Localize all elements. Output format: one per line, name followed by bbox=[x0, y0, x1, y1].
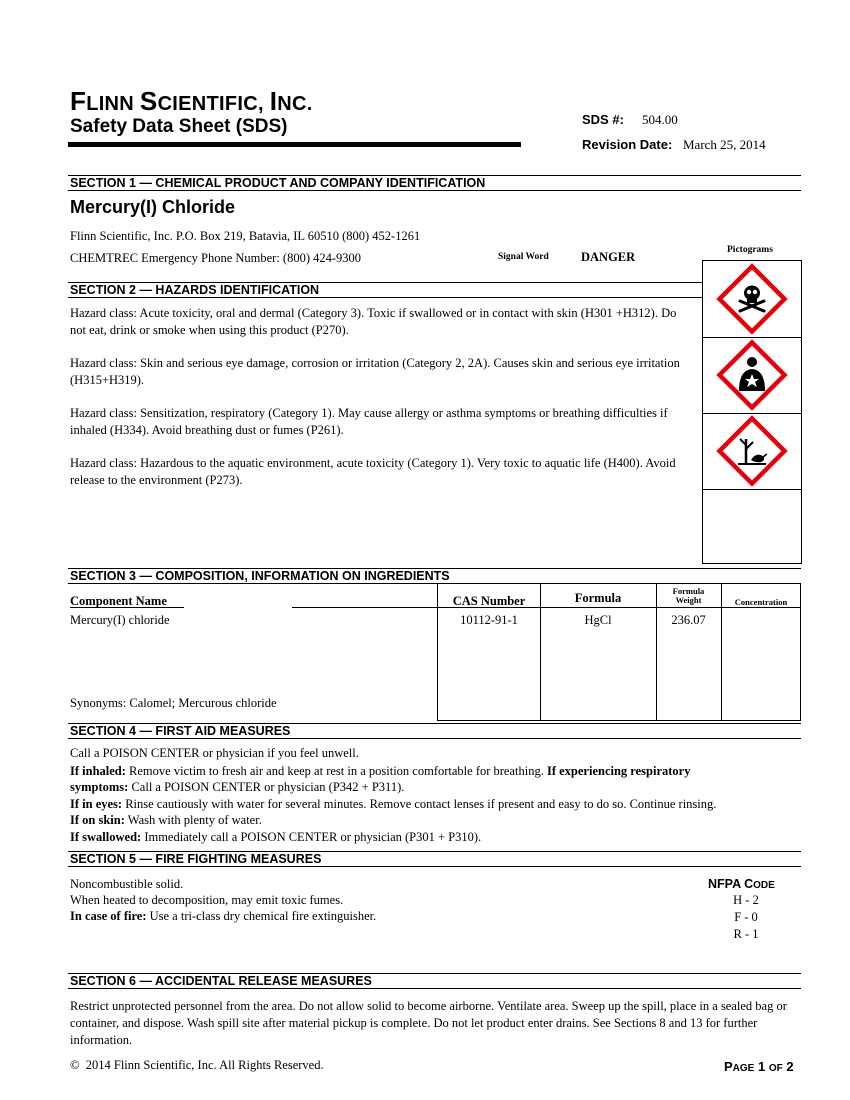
section2-title: SECTION 2 — HAZARDS IDENTIFICATION bbox=[70, 283, 320, 297]
environment-hazard-icon bbox=[716, 415, 788, 487]
chemtrec-phone: CHEMTREC Emergency Phone Number: (800) 424-9300 bbox=[70, 251, 362, 265]
section5-bottom-rule bbox=[68, 866, 801, 867]
table-cell-component: Mercury(I) chloride bbox=[70, 613, 170, 627]
sds-number-label: SDS #: bbox=[582, 112, 624, 127]
section1-bottom-rule bbox=[68, 190, 801, 191]
company-address: Flinn Scientific, Inc. P.O. Box 219, Batavia, IL 60510 (800) 452-1261 bbox=[70, 229, 421, 243]
column-header-formula: Formula bbox=[574, 591, 622, 605]
pictogram-cell bbox=[702, 413, 802, 489]
revision-date-label: Revision Date: bbox=[582, 137, 673, 152]
column-header-concentration: Concentration bbox=[734, 597, 788, 607]
accidental-release-text: Restrict unprotected personnel from the area. Do not allow solid to become airborne. Ventilate area. Sweep up the spill, place in a sealed bag or container, and dispose. Wash spill site after material pickup is complete. Do not let product enter drains. See Sections 8 and 13 for further information. bbox=[70, 999, 787, 1047]
sds-number-value: 504.00 bbox=[642, 112, 678, 127]
table-cell-formula: HgCl bbox=[584, 613, 612, 627]
hazard-paragraph: Hazard class: Sensitization, respiratory (Category 1). May cause allergy or asthma symptoms or breathing difficulties if inhaled (H334). Avoid breathing dust or fumes (P261). bbox=[70, 406, 668, 437]
nfpa-flammability: F - 0 bbox=[734, 910, 758, 924]
column-header-component: Component Name bbox=[70, 594, 167, 608]
section1-title: SECTION 1 — CHEMICAL PRODUCT AND COMPANY IDENTIFICATION bbox=[70, 176, 486, 190]
header-underline bbox=[70, 607, 184, 608]
signal-word-label: Signal Word bbox=[498, 252, 549, 262]
pictogram-cell bbox=[702, 337, 802, 413]
skull-crossbones-icon bbox=[716, 263, 788, 335]
copyright: © 2014 Flinn Scientific, Inc. All Rights Reserved. bbox=[70, 1058, 324, 1072]
first-aid-swallowed: If swallowed: Immediately call a POISON CENTER or physician (P301 + P310). bbox=[70, 830, 482, 844]
first-aid-respiratory: symptoms: Call a POISON CENTER or physician (P342 + P311). bbox=[70, 780, 405, 794]
synonyms: Synonyms: Calomel; Mercurous chloride bbox=[70, 696, 277, 710]
pictograms-label: Pictograms bbox=[727, 245, 773, 255]
nfpa-health: H - 2 bbox=[733, 893, 759, 907]
table-bottom-rule bbox=[437, 720, 801, 721]
section5-title: SECTION 5 — FIRE FIGHTING MEASURES bbox=[70, 852, 322, 866]
fire-decomposition: When heated to decomposition, may emit toxic fumes. bbox=[70, 893, 344, 907]
section6-title: SECTION 6 — ACCIDENTAL RELEASE MEASURES bbox=[70, 974, 372, 988]
first-aid-inhaled: If inhaled: Remove victim to fresh air and keep at rest in a position comfortable for breathing. If experiencing respiratory bbox=[70, 764, 691, 778]
nfpa-code-title: NFPA CODE bbox=[708, 877, 775, 891]
nfpa-reactivity: R - 1 bbox=[733, 927, 759, 941]
first-aid-general: Call a POISON CENTER or physician if you feel unwell. bbox=[70, 746, 359, 760]
section4-bottom-rule bbox=[68, 738, 801, 739]
section6-bottom-rule bbox=[68, 988, 801, 989]
product-name: Mercury(I) Chloride bbox=[70, 197, 236, 217]
hazard-paragraph: Hazard class: Skin and serious eye damage, corrosion or irritation (Category 2, 2A). Causes skin and serious eye irritation (H315+H319). bbox=[70, 356, 680, 387]
section3-bottom-rule bbox=[68, 583, 801, 584]
first-aid-skin: If on skin: Wash with plenty of water. bbox=[70, 813, 262, 827]
column-header-cas: CAS Number bbox=[452, 594, 526, 608]
revision-date-value: March 25, 2014 bbox=[683, 137, 766, 152]
signal-word-value: DANGER bbox=[581, 250, 636, 264]
section2-bottom-rule bbox=[68, 297, 702, 298]
header-underline bbox=[292, 607, 800, 608]
first-aid-eyes: If in eyes: Rinse cautiously with water for several minutes. Remove contact lenses if present and easy to do so. Continue rinsing. bbox=[70, 797, 717, 811]
hazard-paragraph: Hazard class: Hazardous to the aquatic environment, acute toxicity (Category 1). Very toxic to aquatic life (H400). Avoid release to the environment (P273). bbox=[70, 456, 676, 487]
column-header-formula-weight: Formula Weight bbox=[672, 586, 705, 605]
header-rule bbox=[68, 142, 521, 147]
pictogram-divider bbox=[702, 489, 802, 490]
health-hazard-icon bbox=[716, 339, 788, 411]
document-title: Safety Data Sheet (SDS) bbox=[70, 116, 288, 137]
page-number: PAGE 1 OF 2 bbox=[724, 1059, 794, 1074]
company-name: FLINN SCIENTIFIC, INC. bbox=[70, 86, 313, 116]
table-cell-cas: 10112-91-1 bbox=[460, 613, 518, 627]
table-cell-weight: 236.07 bbox=[671, 613, 706, 627]
fire-in-case: In case of fire: Use a tri-class dry chemical fire extinguisher. bbox=[70, 909, 377, 923]
hazard-paragraph: Hazard class: Acute toxicity, oral and dermal (Category 3). Toxic if swallowed or in contact with skin (H301 +H312). Do not eat, drink or smoke when using this product (P270). bbox=[70, 306, 677, 337]
section3-title: SECTION 3 — COMPOSITION, INFORMATION ON INGREDIENTS bbox=[70, 569, 450, 583]
fire-noncombustible: Noncombustible solid. bbox=[70, 877, 184, 891]
section4-title: SECTION 4 — FIRST AID MEASURES bbox=[70, 724, 291, 738]
pictogram-cell bbox=[702, 261, 802, 337]
